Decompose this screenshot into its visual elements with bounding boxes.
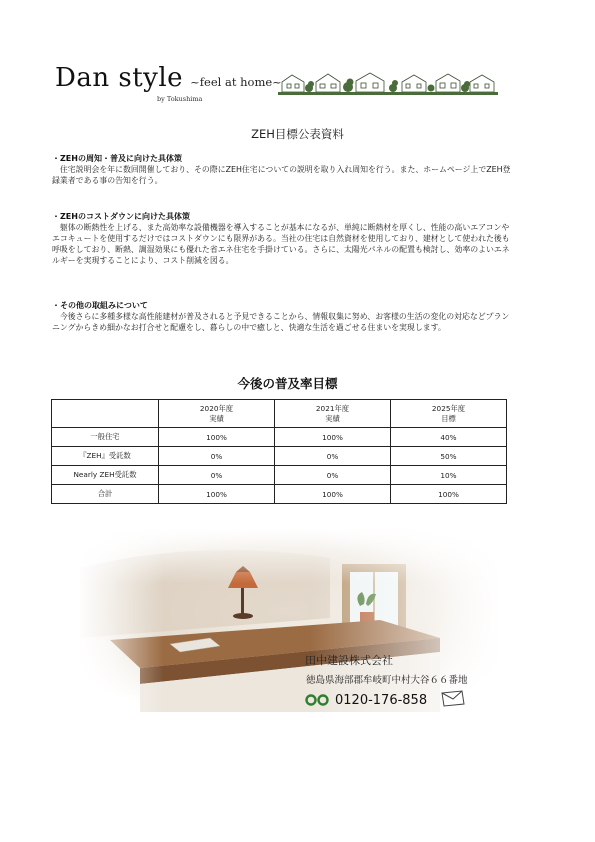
row-label: 『ZEH』受託数 bbox=[52, 447, 159, 466]
column-kind: 実績 bbox=[325, 413, 340, 423]
table-cell: 0% bbox=[159, 447, 275, 466]
section-heading: ・その他の取組みについて bbox=[52, 301, 148, 310]
table-cell: 100% bbox=[275, 485, 391, 504]
table-cell: 100% bbox=[275, 428, 391, 447]
houses-illustration bbox=[278, 70, 498, 96]
company-address: 徳島県海部郡牟岐町中村大谷６６番地 bbox=[306, 675, 468, 686]
section-heading: ・ZEHのコストダウンに向けた具体策 bbox=[52, 212, 190, 221]
table-corner-cell bbox=[52, 400, 159, 428]
section-cost-down bbox=[52, 211, 512, 266]
document-title: ZEH目標公表資料 bbox=[251, 127, 344, 141]
brand-name: Dan style bbox=[55, 63, 184, 93]
column-kind: 目標 bbox=[441, 413, 456, 423]
section-other-efforts bbox=[52, 300, 512, 333]
brand-logo bbox=[55, 63, 282, 103]
section-body: 住宅説明会を年に数回開催しており、その際にZEH住宅についての説明を取り入れ周知を行う。また、ホームページ上でZEH登録業者である事の告知を行う。 bbox=[52, 165, 511, 185]
table-cell: 10% bbox=[391, 466, 507, 485]
table-cell: 100% bbox=[159, 428, 275, 447]
table-cell: 50% bbox=[391, 447, 507, 466]
column-header bbox=[275, 400, 391, 428]
table-row bbox=[52, 447, 507, 466]
table-header-row bbox=[52, 400, 507, 428]
column-year: 2025年度 bbox=[431, 403, 466, 413]
brand-byline: by Tokushima bbox=[157, 95, 203, 103]
table-cell: 0% bbox=[275, 447, 391, 466]
row-label: 合計 bbox=[52, 485, 159, 504]
table-row bbox=[52, 428, 507, 447]
row-label: 一般住宅 bbox=[52, 428, 159, 447]
table-cell: 40% bbox=[391, 428, 507, 447]
table-row bbox=[52, 485, 507, 504]
company-name: 田中建設株式会社 bbox=[305, 654, 393, 667]
rate-table bbox=[51, 399, 507, 504]
brand-tagline: ~feel at home~ bbox=[190, 75, 282, 89]
freedial-icon bbox=[305, 693, 329, 707]
table-cell: 100% bbox=[159, 485, 275, 504]
section-heading: ・ZEHの周知・普及に向けた具体策 bbox=[52, 154, 182, 163]
phone-number: 0120-176-858 bbox=[335, 692, 428, 708]
column-kind: 実績 bbox=[209, 413, 224, 423]
section-body: 躯体の断熱性を上げる、また高効率な設備機器を導入することが基本になるが、単純に断熱材を厚くし、性能の高いエアコンやエコキュートを使用するだけではコストダウンにも限界がある。当社の住宅は自然資材を使用しており、建材として使われた後も呼吸をしており、断熱、調湿効果にも優れた省エネ住宅を手掛けている。さらに、太陽光パネルの配置も検討し、効率のよいエネルギーを実現することにより、コスト削減を図る。 bbox=[52, 223, 510, 265]
section-awareness bbox=[52, 153, 512, 186]
column-header bbox=[159, 400, 275, 428]
table-row bbox=[52, 466, 507, 485]
section-body: 今後さらに多種多様な高性能建材が普及されると予見できることから、情報収集に努め、お客様の生活の変化の対応などプランニングからきめ細かなお打合せと配慮をし、暮らしの中で癒しと、快適な生活を過ごせる住まいを実現します。 bbox=[52, 312, 510, 332]
phone-row bbox=[305, 690, 427, 710]
column-year: 2020年度 bbox=[199, 403, 234, 413]
row-label: Nearly ZEH受託数 bbox=[52, 466, 159, 485]
mail-envelope-icon bbox=[440, 689, 466, 707]
table-cell: 0% bbox=[275, 466, 391, 485]
table-cell: 100% bbox=[391, 485, 507, 504]
column-header bbox=[391, 400, 507, 428]
column-year: 2021年度 bbox=[315, 403, 350, 413]
table-cell: 0% bbox=[159, 466, 275, 485]
rate-table-title: 今後の普及率目標 bbox=[237, 376, 338, 391]
